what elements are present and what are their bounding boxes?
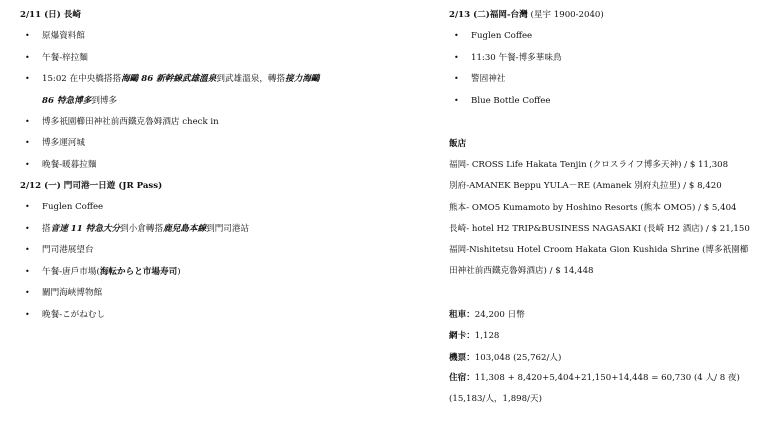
cost-line	[449, 352, 561, 364]
list-item	[20, 266, 181, 278]
train-name: 86 特急博多	[42, 96, 92, 106]
item-text: )	[177, 267, 181, 277]
list-item: • 關門海峽博物館	[20, 287, 102, 299]
list-item	[20, 73, 320, 85]
item-text: 到武雄溫泉，轉搭	[216, 74, 286, 84]
list-item: • 博多運河城	[20, 137, 85, 149]
item-text: 午餐-唐戶市場(	[42, 267, 100, 277]
list-item: • 晚餐-こがねむし	[20, 309, 105, 321]
item-text: 到門司港站	[206, 224, 250, 234]
item-text: 搭	[42, 224, 51, 234]
hotel-line: 福岡-Nishitetsu Hotel Croom Hakata Gion Kushida Shrine (博多祇園櫛田神社前西鐵克魯姆酒店) / $ 14,448	[449, 245, 749, 276]
hotel-line: 別府-AMANEK Beppu YULA－RE (Amanek 別府丸拉里) / $ 8,420	[449, 181, 722, 191]
train-name: 接力海鷗	[285, 74, 320, 84]
cost-label: 住宿：	[449, 373, 475, 383]
list-item: • Fuglen Coffee	[20, 201, 103, 213]
train-name: 海鷗 86 新幹線武雄溫泉	[121, 74, 217, 84]
cost-label: 機票：	[449, 353, 475, 363]
list-item-continuation	[42, 95, 117, 107]
list-item: • Fuglen Coffee	[449, 30, 532, 42]
item-text: 15:02 在中央橋搭搭	[42, 74, 122, 84]
cost-label: 租車：	[449, 310, 475, 320]
cost-line	[449, 309, 525, 321]
day3-title-text: 2/13 (二)福岡-台灣	[449, 10, 528, 20]
item-text: 到博多	[91, 96, 118, 106]
list-item: • 原爆資料館	[20, 30, 85, 42]
day3-title	[449, 9, 604, 21]
list-item: • 11:30 午餐-博多華味鳥	[449, 52, 562, 64]
hotel-title: 飯店	[449, 139, 467, 149]
day3-flight: (星宇 1900-2040)	[530, 10, 604, 20]
item-highlight: 海転からと市場寿司	[99, 267, 178, 277]
list-item: • 博多祇園櫛田神社前西鐵克魯姆酒店 check in	[20, 116, 219, 128]
day1-title: 2/11 (日) 長崎	[20, 10, 81, 20]
train-name: 鹿兒島本線	[163, 224, 207, 234]
hotel-line: 福岡- CROSS Life Hakata Tenjin (クロスライフ博多天神) / $ 11,308	[449, 160, 729, 170]
cost-line	[449, 330, 499, 342]
hotel-line: 長崎- hotel H2 TRIP&BUSINESS NAGASAKI (長崎 H2 酒店) / $ 21,150	[449, 224, 750, 234]
list-item: • 門司港展望台	[20, 244, 94, 256]
list-item: • Blue Bottle Coffee	[449, 95, 550, 107]
cost-value: 1,128	[474, 331, 500, 341]
cost-value: 11,308 + 8,420+5,404+21,150+14,448 = 60,730 (4 人/ 8 夜) (15,183/人，1,898/天)	[449, 373, 740, 404]
cost-line	[449, 368, 749, 410]
cost-value: 24,200 日幣	[474, 310, 525, 320]
cost-value: 103,048 (25,762/人)	[474, 353, 562, 363]
cost-label: 網卡：	[449, 331, 475, 341]
list-item: • 晚餐-暖暮拉麵	[20, 159, 96, 171]
day2-title: 2/12 (一) 門司港一日遊 (JR Pass)	[20, 181, 163, 191]
hotel-line: 熊本- OMO5 Kumamoto by Hoshino Resorts (熊本 OMO5) / $ 5,404	[449, 203, 737, 213]
train-name: 音速 11 特急大分	[50, 224, 121, 234]
item-text: 到小倉轉搭	[120, 224, 164, 234]
list-item: • 午餐-梓拉麵	[20, 52, 88, 64]
list-item	[20, 223, 249, 235]
list-item: • 警固神社	[449, 73, 505, 85]
